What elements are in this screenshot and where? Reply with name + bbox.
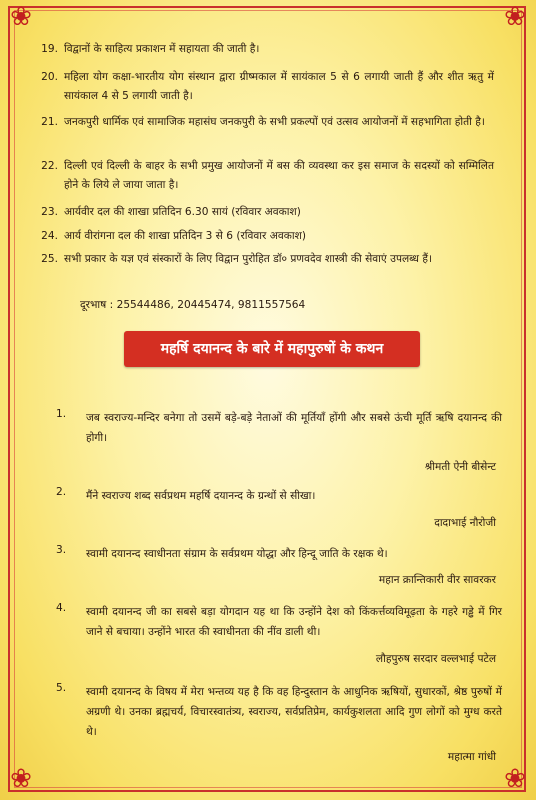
quote-text: स्वामी दयानन्द स्वाधीनता संग्राम के सर्वप्रथम योद्धा और हिन्दू जाति के रक्षक थे। [86, 548, 388, 560]
quote-number: 4. [56, 602, 67, 614]
quote-number: 2. [56, 486, 67, 498]
list-item-text: दिल्ली एवं दिल्ली के बाहर के सभी प्रमुख आयोजनों में बस की व्यवस्था कर इस समाज के सदस्यों को सम्मिलित होने के लिये ले जाया जाता है। [64, 160, 494, 191]
quote-text: मैंने स्वराज्य शब्द सर्वप्रथम महर्षि दयानन्द के ग्रन्थों से सीखा। [86, 490, 316, 502]
quote-number: 3. [56, 544, 67, 556]
list-item-text: सभी प्रकार के यज्ञ एवं संस्कारों के लिए विद्वान पुरोहित डॉ० प्रणवदेव शास्त्री की सेवाएं उपलब्ध हैं। [64, 253, 432, 265]
list-item-text: विद्वानों के साहित्य प्रकाशन में सहायता की जाती है। [64, 43, 260, 55]
quote-text: स्वामी दयानन्द जी का सबसे बड़ा योगदान यह था कि उन्होंने देश को किंकर्त्तव्यविमूढ़ता के गहरे गड्ढे में गिर जाने से बचाया। उन्होंने भारत की स्वाधीनता की नींव डाली थी। [86, 606, 502, 638]
quote-number: 5. [56, 682, 67, 694]
list-item [41, 250, 494, 269]
list-item [41, 40, 494, 59]
list-item-text: आर्य वीरांगना दल की शाखा प्रतिदिन 3 से 6 (रविवार अवकाश) [64, 230, 306, 242]
list-item-text: आर्यवीर दल की शाखा प्रतिदिन 6.30 सायं (रविवार अवकाश) [64, 206, 301, 218]
floral-corner-icon: ❀ [10, 2, 32, 32]
list-item-number: 24. [41, 230, 58, 242]
floral-corner-icon: ❀ [10, 764, 32, 794]
list-item [41, 68, 494, 106]
quote-author: महान क्रान्तिकारी वीर सावरकर [378, 574, 496, 586]
list-item-number: 25. [41, 253, 58, 265]
list-item [41, 157, 494, 195]
floral-corner-icon: ❀ [504, 2, 526, 32]
list-item-number: 20. [41, 71, 58, 83]
list-item [41, 227, 494, 246]
list-item-number: 22. [41, 160, 58, 172]
quote-text: जब स्वराज्य-मन्दिर बनेगा तो उसमें बड़े-बड़े नेताओं की मूर्तियाँ होंगी और सबसे ऊंची मूर्ति ऋषि दयानन्द की होगी। [86, 412, 502, 444]
phone-numbers: दूरभाष : 25544486, 20445474, 9811557564 [80, 299, 306, 311]
floral-corner-icon: ❀ [504, 764, 526, 794]
quote-author: लौहपुरुष सरदार वल्लभाई पटेल [375, 653, 496, 665]
list-item-text: जनकपुरी धार्मिक एवं सामाजिक महासंघ जनकपुरी के सभी प्रकल्पों एवं उत्सव आयोजनों में सहभागिता होती है। [64, 116, 485, 128]
quote-number: 1. [56, 408, 67, 420]
quote-author: श्रीमती ऐनी बीसेन्ट [424, 461, 496, 473]
list-item-number: 21. [41, 116, 58, 128]
list-item-number: 19. [41, 43, 58, 55]
quote-author: दादाभाई नौरोजी [434, 517, 496, 529]
list-item-text: महिला योग कक्षा-भारतीय योग संस्थान द्वारा ग्रीष्मकाल में सायंकाल 5 से 6 लगायी जाती हैं और शीत ऋतु में सायंकाल 4 से 5 लगायी जाती है। [64, 71, 494, 102]
quote-text: स्वामी दयानन्द के विषय में मेरा भन्तव्य यह है कि वह हिन्दुस्तान के आधुनिक ऋषियों, सुधारकों, श्रेष्ठ पुरुषों में अग्रणी थे। उनका ब्रह्मचर्य, विचारस्वातंत्र्य, स्वराज्य, सर्वप्रतिप्रेम, कार्यकुशलता आदि गुण लोगों को मुग्ध करते थे। [86, 686, 502, 738]
quote-author: महात्मा गांधी [447, 751, 496, 763]
list-item [41, 203, 494, 222]
list-item-number: 23. [41, 206, 58, 218]
list-item [41, 113, 494, 132]
section-banner-title: महर्षि दयानन्द के बारे में महापुरुषों के कथन [124, 331, 420, 367]
